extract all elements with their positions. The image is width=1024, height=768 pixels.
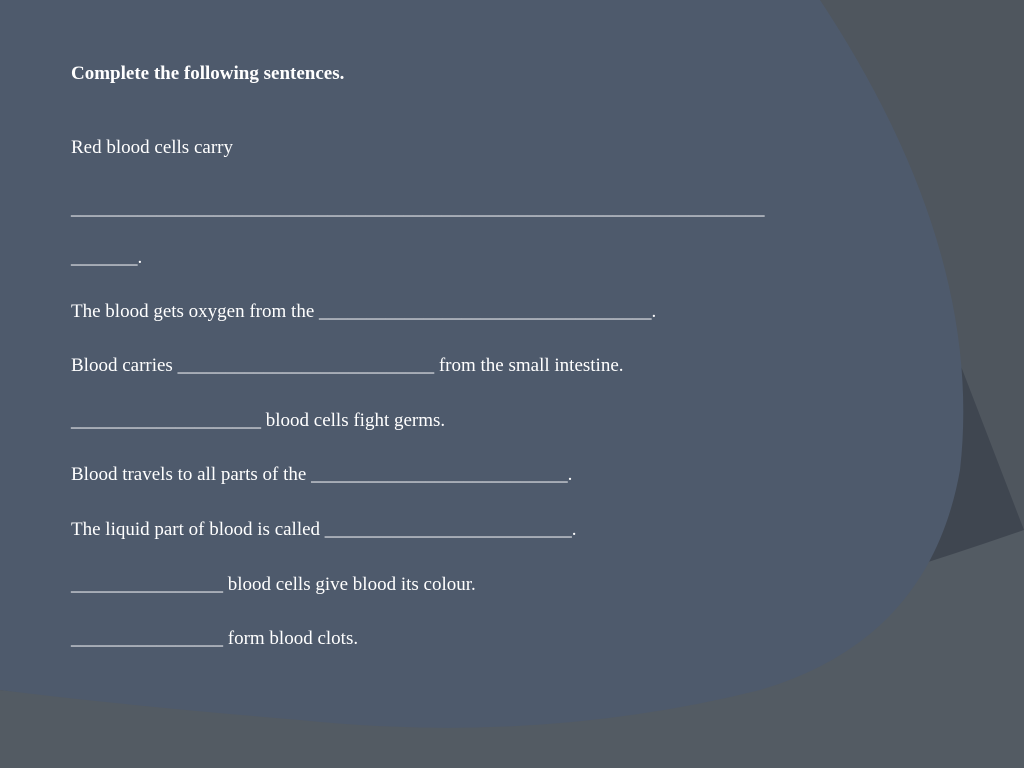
slide-heading: Complete the following sentences. [71, 63, 345, 84]
sentence-3: Blood carries ___________________________ from the small intestine. [71, 355, 624, 376]
sentence-1-blank: _________________________________________________________________________ [71, 198, 765, 219]
sentence-5: Blood travels to all parts of the ___________________________. [71, 464, 573, 485]
sentence-8: ________________ form blood clots. [71, 628, 359, 649]
sentence-7: ________________ blood cells give blood its colour. [71, 574, 476, 595]
sentence-2: The blood gets oxygen from the ___________________________________. [71, 301, 657, 322]
sentence-4: ____________________ blood cells fight germs. [71, 410, 446, 431]
sentence-1-end: _______. [71, 247, 143, 268]
sentence-6: The liquid part of blood is called __________________________. [71, 519, 577, 540]
sentence-1: Red blood cells carry [71, 137, 233, 158]
